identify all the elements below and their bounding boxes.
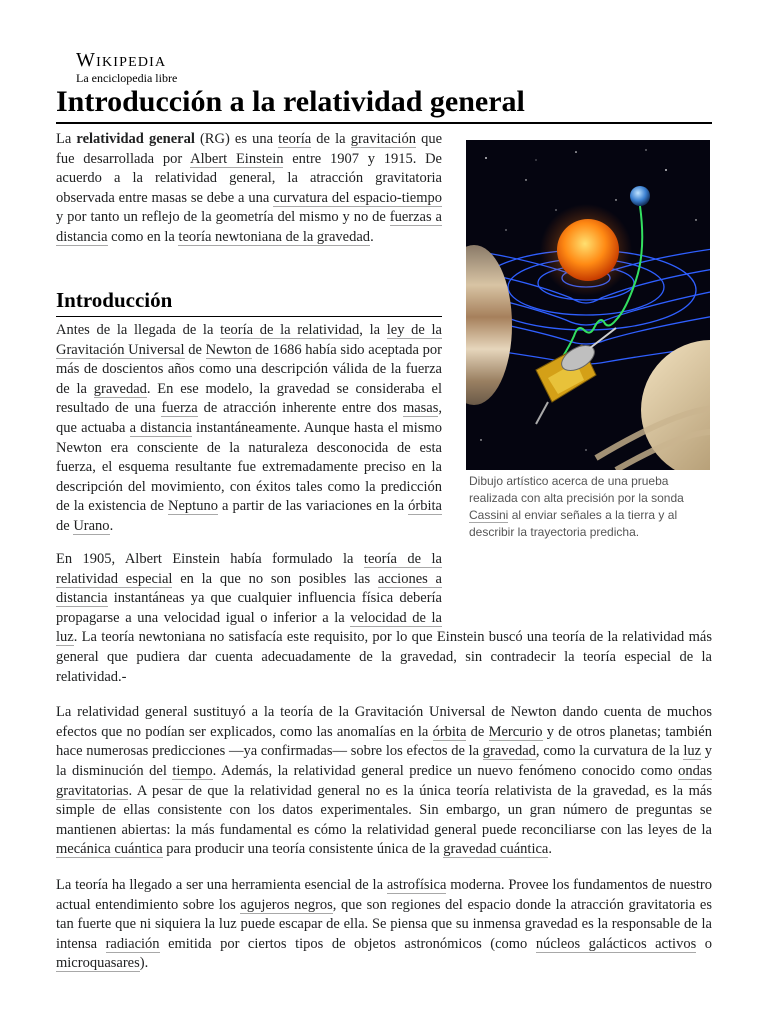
wiki-link[interactable]: teoría newtoniana de la gravedad — [178, 228, 371, 245]
wiki-link[interactable]: gravitación — [350, 131, 416, 147]
paragraph-1 — [56, 321, 442, 537]
logo-wordmark: Wikipedia — [76, 49, 167, 71]
text-run: (RG) es una — [194, 131, 279, 147]
wiki-link[interactable]: fuerzas a distancia — [56, 209, 442, 245]
wiki-link[interactable]: fuerza — [161, 400, 198, 417]
text-run: La relatividad general sustituyó a la teoría de la Gravitación Universal de Newton dando cuenta de muchos efectos que no podían ser explicados, como las anomalías en la — [56, 704, 712, 740]
text-run: a partir de las variaciones en la — [217, 498, 409, 515]
text-run: y por tanto un reflejo de la geometría del mismo y no de — [56, 209, 390, 226]
wikipedia-logo[interactable] — [76, 50, 177, 84]
text-run: o — [696, 935, 713, 952]
wiki-link[interactable]: radiación — [105, 935, 160, 952]
text-run: , como la curvatura de la — [535, 743, 684, 760]
text-run: . Además, la relatividad general predice un nuevo fenómeno conocido como — [212, 762, 679, 779]
lead-paragraph — [56, 130, 442, 248]
figure-caption — [466, 473, 710, 541]
wiki-link[interactable]: microquasares — [56, 955, 140, 972]
text-run: La teoría ha llegado a ser una herramienta esencial de la — [56, 876, 387, 893]
wiki-link[interactable]: luz — [683, 743, 702, 760]
text-run: La — [56, 131, 77, 147]
wiki-link[interactable]: teoría de la relatividad — [220, 322, 360, 338]
wiki-link[interactable]: órbita — [408, 498, 442, 515]
section-heading: Introducción — [56, 286, 442, 317]
wiki-link[interactable]: curvatura del espacio-tiempo — [273, 189, 443, 206]
text-run: . — [548, 841, 552, 858]
paragraph-4 — [56, 876, 712, 974]
wiki-link[interactable]: astrofísica — [386, 876, 447, 893]
text-run: . En ese modelo, la gravedad se consideraba el resultado de una — [56, 380, 442, 417]
wiki-link[interactable]: Newton — [205, 341, 252, 358]
wiki-link[interactable]: Urano — [73, 517, 110, 534]
page-title: Introducción a la relatividad general — [56, 84, 712, 124]
wiki-link[interactable]: a distancia — [129, 419, 192, 436]
text-run: como en la — [107, 228, 179, 245]
logo-tagline: La enciclopedia libre — [76, 71, 178, 85]
text-run: de — [184, 341, 206, 358]
text-run: ). — [139, 955, 149, 972]
text-run: y de otros planetas; también hace numerosas predicciones —ya confirmadas— sobre los efectos de la — [56, 723, 712, 760]
text-run: Antes de la llegada de la — [56, 322, 221, 338]
paragraph-3 — [56, 703, 712, 860]
wiki-link[interactable]: velocidad de la luz — [56, 609, 442, 646]
text-run: de — [56, 517, 74, 534]
cassini-illustration[interactable] — [466, 140, 710, 470]
wiki-link[interactable]: ondas gravitatorias — [56, 762, 713, 799]
text-run: . — [109, 517, 114, 534]
text-run: de la — [311, 131, 351, 147]
text-run: entre 1907 y 1915. De acuerdo a la relatividad general, la atracción gravitatoria observada entre masas se debe a una — [56, 150, 442, 206]
wiki-link[interactable]: gravedad — [93, 380, 147, 397]
text-run: de 1686 había sido aceptada por más de doscientos años como una descripción válida de la fuerza de la — [56, 341, 442, 397]
wiki-link[interactable]: acciones a distancia — [56, 570, 442, 607]
wiki-link[interactable]: Albert Einstein — [190, 150, 284, 167]
wiki-link[interactable]: ley de la Gravitación Universal — [56, 322, 442, 358]
wiki-link[interactable]: órbita — [432, 723, 467, 740]
text-run: de atracción inherente entre dos — [197, 400, 403, 417]
wiki-link[interactable]: núcleos galácticos activos — [535, 935, 697, 952]
wiki-link[interactable]: gravedad cuántica — [443, 841, 549, 858]
wiki-link[interactable]: Cassini — [469, 508, 509, 522]
wiki-link[interactable]: tiempo — [172, 762, 213, 779]
text-run: . — [370, 228, 374, 245]
text-run: para producir una teoría consistente única de la — [162, 841, 444, 858]
sun — [557, 219, 619, 281]
text-run: , que actuaba — [56, 400, 442, 436]
article-body — [56, 550, 712, 990]
text-run: instantáneamente. Aunque hasta el mismo Newton era consciente de la naturaleza desconocida de esta fuerza, el esquema resultante fue extremadamente preciso en la descripción del movimiento, con éxitos tales como la predicción de la existencia de — [56, 419, 442, 515]
wiki-link[interactable]: teoría — [278, 131, 312, 147]
wiki-link[interactable]: gravedad — [482, 743, 536, 760]
text-run: en la que no son posibles las — [172, 570, 378, 587]
text-run: En 1905, Albert Einstein había formulado la — [56, 551, 364, 567]
text-run: y la disminución del — [56, 743, 712, 779]
text-run: moderna. Provee los fundamentos de nuestro actual entendimiento sobre los — [56, 876, 713, 913]
wiki-link[interactable]: masas — [402, 400, 439, 417]
text-run: de — [466, 723, 489, 740]
text-run: . A pesar de que la relatividad general no es la única teoría relativista de la gravedad, es la más simple de ellas consistente con los datos experimentales. Sin embargo, un gran número de preguntas se mantienen abiertas: la más fundamental es cómo la relatividad general puede reconciliarse con las leyes de la — [56, 782, 712, 838]
paragraph-2 — [56, 550, 712, 687]
bold-term: relatividad general — [76, 131, 195, 147]
figure — [466, 140, 710, 541]
earth — [630, 186, 650, 206]
wiki-link[interactable]: Neptuno — [168, 498, 218, 515]
text-run: al enviar señales a la tierra y al describir la trayectoria predicha. — [469, 508, 678, 539]
text-run: que fue desarrollada por — [56, 131, 443, 167]
text-run: emitida por ciertos tipos de objetos astronómicos (como — [159, 935, 536, 952]
wiki-link[interactable]: mecánica cuántica — [56, 841, 163, 858]
text-run: . La teoría newtoniana no satisfacía este requisito, por lo que Einstein buscó una teoría de la relatividad más general que pudiera dar cuenta adecuadamente de la gravedad, sin contradecir la teoría especial de la relatividad.- — [56, 629, 712, 685]
wiki-link[interactable]: teoría de la relatividad especial — [56, 551, 442, 587]
wiki-link[interactable]: agujeros negros — [240, 896, 333, 913]
text-run: , la — [359, 322, 387, 338]
text-run: Dibujo artístico acerca de una prueba realizada con alta precisión por la sonda — [469, 474, 684, 505]
text-run: instantáneas ya que cualquier influencia física debería propagarse a una velocidad igual o inferior a la — [56, 590, 442, 626]
text-run: , que son regiones del espacio donde la atracción gravitatoria es tan fuerte que ni siquiera la luz puede escapar de ella. Se piensa que su inmensa gravedad es la responsable de la intensa — [56, 896, 712, 952]
wiki-link[interactable]: Mercurio — [488, 723, 543, 740]
